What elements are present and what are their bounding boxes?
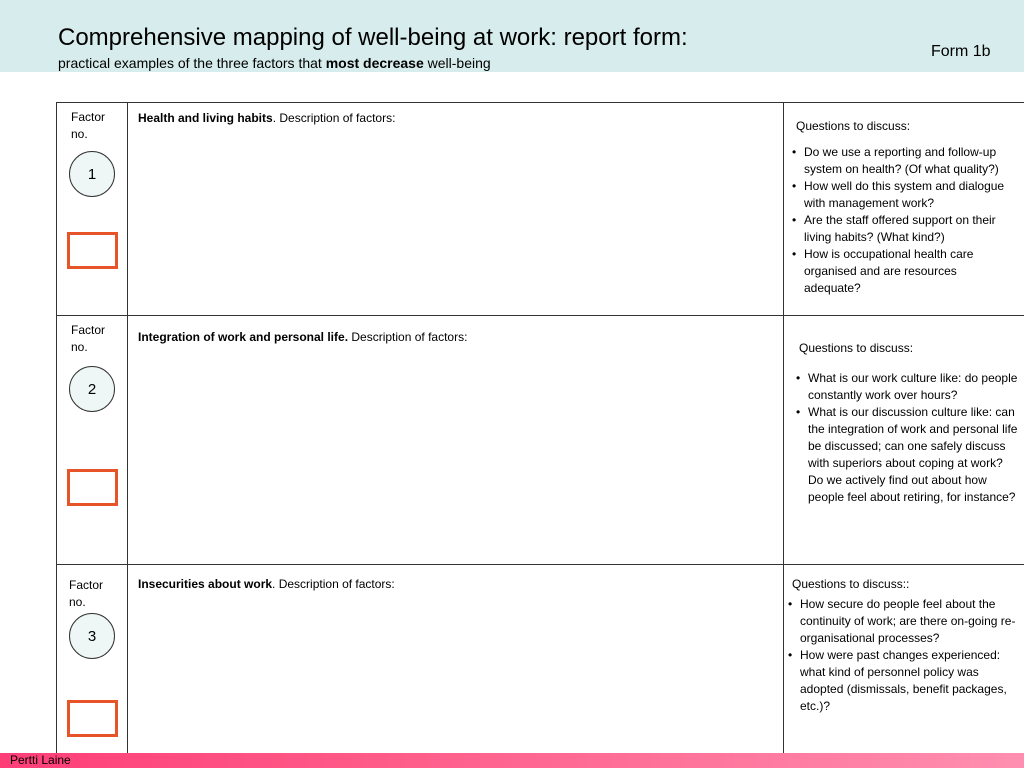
questions-title: Questions to discuss: — [799, 341, 914, 355]
question-item: • How is occupational health care organised and are resources adequate? — [792, 246, 1012, 297]
report-table — [56, 102, 1024, 762]
question-item: • What is our work culture like: do people constantly work over hours? — [796, 370, 1018, 404]
factor-title: Health and living habits — [138, 111, 273, 125]
factor-label: Factor no. — [69, 578, 104, 609]
form-label: Form 1b — [931, 43, 991, 60]
question-item: • How well do this system and dialogue with management work? — [792, 178, 1012, 212]
factor-number-circle: 2 — [69, 366, 115, 412]
factor-number-cell — [57, 316, 128, 564]
page-title: Comprehensive mapping of well-being at work: report form: — [58, 24, 688, 51]
factor-number-circle: 3 — [69, 613, 115, 659]
author-name: Pertti Laine — [10, 753, 71, 767]
factor-number-cell — [57, 565, 128, 763]
factor-row-1 — [57, 103, 1024, 316]
factor-number-circle: 1 — [69, 151, 115, 197]
questions-cell — [784, 565, 1024, 763]
factor-description-heading — [138, 330, 467, 345]
score-box[interactable] — [67, 700, 118, 737]
subtitle-emphasis: most decrease — [325, 55, 424, 71]
factor-number-cell — [57, 103, 128, 315]
factor-description-heading — [138, 577, 395, 592]
questions-list — [788, 596, 1020, 715]
question-item: • Are the staff offered support on their living habits? (What kind?) — [792, 212, 1012, 246]
questions-cell — [784, 103, 1024, 315]
description-cell[interactable] — [128, 565, 784, 763]
questions-cell — [784, 316, 1024, 564]
questions-list — [796, 370, 1018, 506]
factor-description-label: . Description of factors: — [272, 577, 395, 591]
score-box[interactable] — [67, 469, 118, 506]
question-item: • How secure do people feel about the continuity of work; are there on-going re-organisational processes? — [788, 596, 1020, 647]
factor-label: Factor no. — [71, 323, 106, 354]
factor-description-heading — [138, 111, 395, 126]
questions-list — [792, 144, 1012, 297]
factor-description-label: Description of factors: — [348, 330, 468, 344]
description-cell[interactable] — [128, 103, 784, 315]
page-subtitle — [58, 55, 491, 72]
question-item: • What is our discussion culture like: can the integration of work and personal life be discussed; can one safely discuss with superiors about coping at work? Do we actively find out about how people feel about retiring, for instance? — [796, 404, 1018, 506]
subtitle-text-start: practical examples of the three factors that — [58, 55, 326, 71]
question-item: • Do we use a reporting and follow-up system on health? (Of what quality?) — [792, 144, 1012, 178]
question-item: • How were past changes experienced: what kind of personnel policy was adopted (dismissals, benefit packages, etc.)? — [788, 647, 1020, 715]
factor-row-3 — [57, 565, 1024, 763]
footer-bar — [0, 753, 1024, 768]
factor-description-label: . Description of factors: — [272, 111, 396, 125]
factor-title: Integration of work and personal life. — [138, 330, 349, 344]
factor-row-2 — [57, 316, 1024, 565]
score-box[interactable] — [67, 232, 118, 269]
factor-title: Insecurities about work — [138, 577, 273, 591]
subtitle-text-end: well-being — [423, 55, 491, 71]
header-banner — [0, 0, 1024, 72]
factor-label: Factor no. — [71, 110, 106, 141]
questions-title: Questions to discuss:: — [792, 577, 910, 591]
questions-title: Questions to discuss: — [796, 119, 911, 133]
description-cell[interactable] — [128, 316, 784, 564]
